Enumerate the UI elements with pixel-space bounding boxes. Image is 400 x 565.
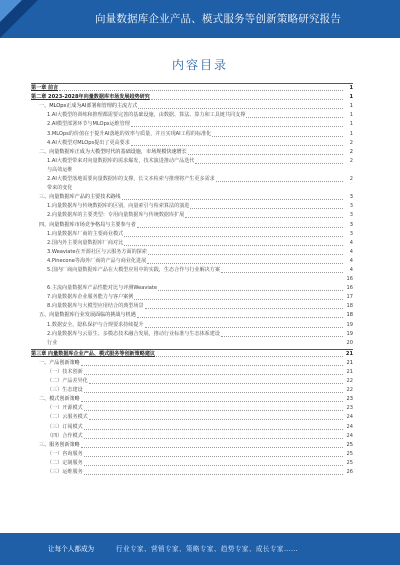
toc-entry-title: （三）运维服务	[47, 469, 83, 476]
toc-entry[interactable]	[31, 120, 353, 129]
toc-entry-title: 一、产品创新策略	[39, 359, 80, 366]
toc-dot-leader	[145, 308, 343, 309]
toc-entry[interactable]	[31, 468, 353, 477]
toc-entry[interactable]	[31, 193, 353, 202]
toc-entry[interactable]	[31, 404, 353, 413]
toc-entry-title: 四、向量数据库市场竞争格局与主要参与者	[39, 221, 136, 228]
toc-dot-leader	[221, 272, 343, 273]
toc-entry-title: 5.国内厂商向量数据库产品在大模型应用中的实践，生态合作与行业解决方案	[47, 266, 220, 273]
toc-entry-page: 1	[349, 85, 353, 92]
toc-entry[interactable]	[31, 93, 353, 102]
toc-entry-title: （二）云服务模式	[47, 414, 88, 421]
toc-entry-page: 4	[349, 266, 353, 273]
toc-entry-page: 1	[349, 130, 353, 137]
toc-entry-page: 24	[346, 423, 353, 430]
toc-entry[interactable]	[31, 311, 353, 320]
report-header-bar	[0, 0, 400, 38]
toc-entry-title: （三）生态建设	[47, 387, 83, 394]
toc-dot-leader	[137, 227, 343, 228]
toc-entry-page: 4	[349, 257, 353, 264]
toc-entry[interactable]	[31, 266, 353, 275]
toc-entry[interactable]	[31, 129, 353, 138]
toc-dot-leader	[84, 429, 343, 430]
toc-dot-leader	[84, 392, 343, 393]
toc-heading: 内容目录	[171, 58, 228, 72]
toc-entry-page: 1	[349, 121, 353, 128]
toc-entry-page: 25	[346, 441, 353, 448]
toc-entry[interactable]	[31, 284, 353, 293]
toc-entry-title: 行业	[47, 339, 58, 346]
toc-entry-page: 1	[349, 94, 353, 101]
toc-dot-leader	[84, 456, 343, 457]
toc-entry-title: 三、服务创新策略	[39, 441, 80, 448]
table-of-contents	[31, 84, 353, 477]
toc-entry-title: （四）合作模式	[47, 432, 83, 439]
toc-entry[interactable]	[31, 377, 353, 386]
toc-dot-leader	[138, 108, 343, 109]
toc-entry[interactable]	[31, 184, 353, 193]
toc-entry-title: 6.主流向量数据库产品性能对比与评测Weaviate	[47, 285, 158, 292]
toc-entry[interactable]	[31, 450, 353, 459]
toc-entry-page: 4	[349, 239, 353, 246]
toc-entry-title: 8.向量数据库与大模型应用结合的典型场景	[47, 303, 144, 310]
toc-entry-title: 1.数据安全、隐私保护与合规要求持续提升	[47, 321, 144, 328]
toc-entry-page: 1	[349, 112, 353, 119]
toc-dot-leader	[195, 163, 343, 164]
toc-entry-title: 二、模式创新策略	[39, 396, 80, 403]
toc-entry-page: 3	[349, 194, 353, 201]
toc-entry[interactable]	[31, 350, 353, 359]
toc-entry-page: 21	[345, 350, 353, 357]
toc-entry-title: （一）咨询服务	[47, 450, 83, 457]
toc-entry[interactable]	[31, 139, 353, 148]
toc-dot-leader	[84, 474, 343, 475]
toc-entry-title: 1.AI大模型的训练和推理都需要完善的基础设施，由数据、算法、算力和工具链共同支撑	[47, 112, 246, 119]
toc-entry-title: （一）技术创新	[47, 369, 83, 375]
toc-entry-page: 18	[346, 303, 353, 310]
toc-entry[interactable]	[31, 413, 353, 422]
toc-entry-title: 2.向量数据库的主要类型：专用向量数据库与传统数据库扩展	[47, 212, 185, 219]
toc-entry-title: 2.向量数据库与云原生、多模态技术融合发展，推动行业标准与生态体系建设	[47, 330, 220, 337]
toc-dot-leader	[131, 145, 343, 146]
toc-entry-title: 一、MLOps正成为AI部署和管理的主流方式	[39, 103, 138, 110]
toc-entry[interactable]	[31, 432, 353, 441]
toc-dot-leader	[145, 327, 343, 328]
toc-dot-leader	[158, 290, 343, 291]
toc-entry-page: 2	[349, 176, 353, 183]
toc-dot-leader	[131, 126, 343, 127]
footer-slogan: 行业专家、营销专家、策略专家、趋势专家、成长专家……	[116, 545, 298, 553]
toc-entry-title: 五、向量数据库行业发展面临的挑战与机遇	[39, 312, 136, 319]
toc-dot-leader	[147, 263, 343, 264]
toc-entry-title: 第一章 前言	[31, 85, 59, 92]
toc-entry-page: 25	[346, 459, 353, 466]
toc-entry-title: 1.向量数据库厂商的主要商业模式	[47, 230, 124, 237]
toc-entry[interactable]	[31, 293, 353, 302]
toc-dot-leader	[81, 401, 343, 402]
toc-entry-page: 2	[349, 148, 353, 155]
toc-dot-leader	[84, 438, 343, 439]
toc-entry-page: 1	[349, 103, 353, 110]
footer-lead-text: 让每个人都成为	[48, 545, 95, 553]
toc-entry[interactable]	[31, 148, 353, 157]
footer-bar	[0, 533, 400, 565]
toc-entry-page: 4	[349, 248, 353, 255]
toc-entry-title: 4.Pinecone等海外厂商的产品与商业化进展	[47, 257, 147, 264]
toc-entry-title: （二）产品差异化	[47, 378, 88, 385]
toc-entry-title: （一）开源模式	[47, 405, 83, 412]
toc-dot-leader	[148, 254, 343, 255]
toc-entry-title: 2.AI大模型落地需要向量数据库的支撑，长文本检索与推理将产生更多需求	[47, 176, 215, 183]
toc-entry[interactable]	[31, 320, 353, 329]
toc-dot-leader	[124, 245, 343, 246]
toc-entry-title: 2.AI模型部署环节与MLOps运维管理	[47, 121, 130, 128]
toc-dot-leader	[124, 236, 343, 237]
toc-entry-title: （二）定制服务	[47, 459, 83, 466]
toc-entry-page: 23	[346, 396, 353, 403]
toc-entry[interactable]	[31, 302, 353, 311]
toc-entry-page: 3	[349, 212, 353, 219]
toc-entry[interactable]	[31, 84, 353, 93]
toc-entry[interactable]	[31, 339, 353, 348]
toc-entry-title: 7.向量数据库企业服务能力与客户案例	[47, 294, 134, 301]
toc-entry-page: 2	[349, 139, 353, 146]
toc-entry[interactable]	[31, 395, 353, 404]
toc-entry-page: 24	[346, 414, 353, 421]
toc-entry-page: 21	[346, 359, 353, 366]
toc-entry[interactable]	[31, 111, 353, 120]
toc-entry[interactable]	[31, 368, 353, 377]
toc-dot-leader	[59, 90, 343, 91]
toc-entry[interactable]	[31, 202, 353, 211]
toc-dot-leader	[156, 356, 343, 357]
toc-dot-leader	[188, 154, 343, 155]
toc-entry-title: 与高效运维	[47, 166, 73, 173]
toc-entry[interactable]	[31, 220, 353, 229]
toc-entry-title: 三、向量数据库产品的主要技术路线	[39, 194, 121, 201]
toc-dot-leader	[246, 117, 343, 118]
toc-entry[interactable]	[31, 211, 353, 220]
toc-dot-leader	[221, 336, 343, 337]
toc-entry-page: 22	[346, 378, 353, 385]
toc-entry[interactable]	[31, 239, 353, 248]
toc-dot-leader	[89, 383, 343, 384]
toc-dot-leader	[84, 465, 343, 466]
toc-entry[interactable]	[31, 275, 353, 284]
toc-entry-page: 21	[346, 369, 353, 375]
toc-entry-page: 22	[346, 387, 353, 394]
toc-entry-page: 26	[346, 469, 353, 476]
toc-dot-leader	[89, 419, 343, 420]
toc-entry-page: 16	[346, 276, 353, 283]
toc-entry[interactable]	[31, 157, 353, 166]
toc-entry-page: 25	[346, 450, 353, 457]
toc-entry-page: 20	[346, 339, 353, 346]
toc-entry[interactable]	[31, 441, 353, 450]
toc-entry-title: 第三章 向量数据库企业产品、模式服务等创新策略建议	[31, 350, 156, 357]
toc-dot-leader	[185, 217, 343, 218]
toc-entry-page: 19	[346, 321, 353, 328]
toc-entry[interactable]	[31, 330, 353, 339]
toc-entry-title: （三）订阅模式	[47, 423, 83, 430]
toc-entry-title: 4.AI大模型对MLOps提出了更高要求	[47, 139, 130, 146]
toc-dot-leader	[137, 317, 343, 318]
toc-entry-page: 3	[349, 221, 353, 228]
toc-entry-title: 2.国内外主要向量数据库厂商对比	[47, 239, 124, 246]
toc-entry[interactable]	[31, 102, 353, 111]
toc-entry[interactable]	[31, 359, 353, 368]
toc-entry[interactable]	[31, 459, 353, 468]
toc-dot-leader	[122, 199, 343, 200]
header-corner-accent	[0, 0, 22, 22]
toc-entry-title: 带来的变化	[47, 185, 73, 192]
toc-entry-page: 16	[346, 285, 353, 292]
toc-entry-page: 19	[346, 330, 353, 337]
toc-entry[interactable]	[31, 386, 353, 395]
toc-entry-title: 1.AI大模型带来对向量数据库的需求爆发，技术演进推动产品迭代	[47, 157, 195, 164]
toc-entry-title: 第二章 2023-2028年向量数据库市场发展趋势研究	[31, 94, 150, 101]
toc-dot-leader	[216, 181, 343, 182]
report-title: 向量数据库企业产品、模式服务等创新策略研究报告	[94, 13, 342, 25]
toc-entry[interactable]	[31, 166, 353, 175]
toc-entry[interactable]	[31, 230, 353, 239]
toc-entry[interactable]	[31, 248, 353, 257]
toc-entry[interactable]	[31, 257, 353, 266]
toc-entry-page: 3	[349, 230, 353, 237]
toc-entry-page: 18	[346, 312, 353, 319]
toc-dot-leader	[134, 299, 343, 300]
toc-entry[interactable]	[31, 175, 353, 184]
toc-dot-leader	[84, 410, 343, 411]
toc-entry-page: 17	[346, 294, 353, 301]
toc-dot-leader	[190, 208, 343, 209]
toc-entry-page: 23	[346, 405, 353, 412]
toc-entry-page: 24	[346, 432, 353, 439]
toc-entry-title: 二、向量数据库正成为大模型时代的基础设施，市场规模快速增长	[39, 148, 187, 155]
toc-entry[interactable]	[31, 422, 353, 431]
toc-entry-title: 3.MLOps的价值在于提升AI落地的效率与质量，并且实现AI工程的标准化	[47, 130, 212, 137]
toc-entry-title: 1.向量数据库与传统数据库的区别，向量索引与检索算法的演进	[47, 203, 190, 210]
toc-dot-leader	[84, 374, 343, 375]
toc-entry-title: 3.Weaviate在开源社区与云服务方面的探索	[47, 248, 147, 255]
toc-entry-page: 2	[349, 157, 353, 164]
toc-dot-leader	[212, 136, 343, 137]
toc-dot-leader	[81, 365, 343, 366]
toc-dot-leader	[151, 99, 343, 100]
toc-dot-leader	[81, 447, 343, 448]
toc-entry-page: 3	[349, 203, 353, 210]
